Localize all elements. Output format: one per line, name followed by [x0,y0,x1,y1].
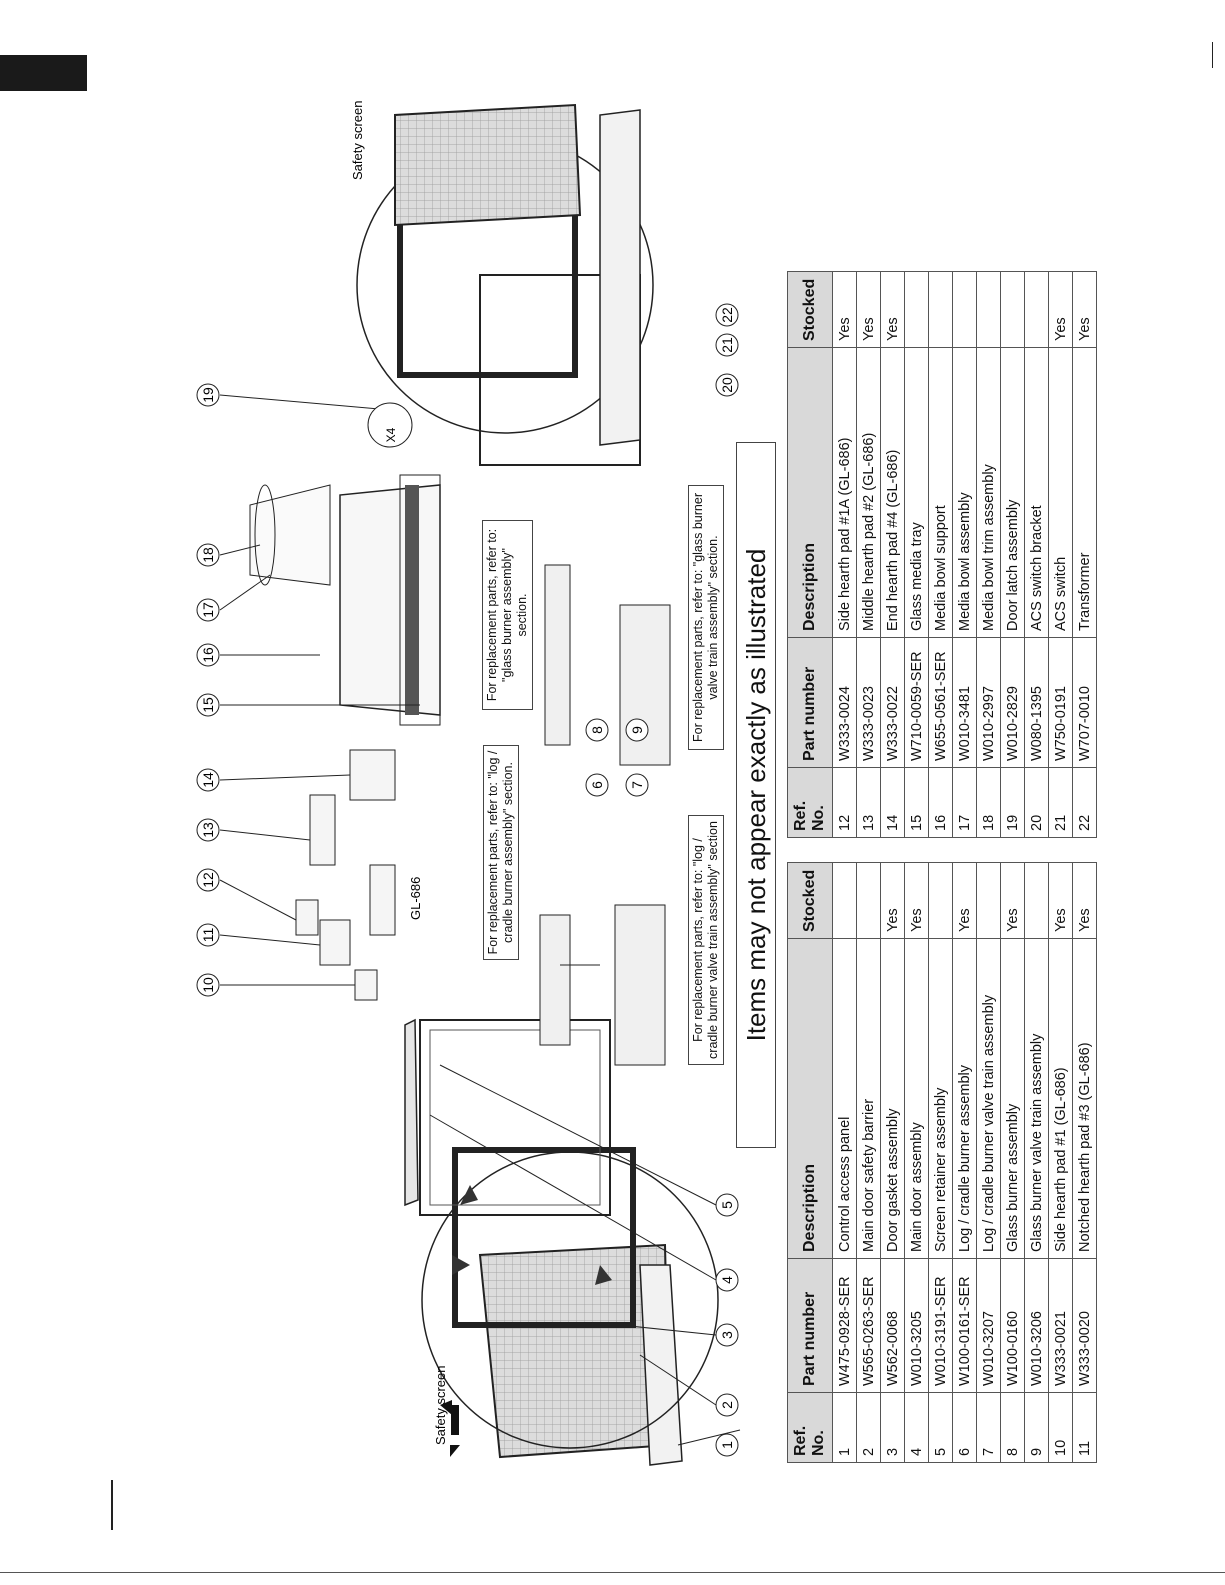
table-row: 1 W475-0928-SER Control access panel [833,863,857,1463]
svg-text:4: 4 [719,1276,735,1284]
callout-3 [620,1324,738,1346]
table-row: 13 W333-0023 Middle hearth pad #2 (GL-686) Yes [857,272,881,838]
col-ref-no: Ref. No. [788,1393,833,1463]
table-row: 3 W562-0068 Door gasket assembly Yes [881,863,905,1463]
svg-text:6: 6 [589,781,605,789]
parts-tables [787,271,1097,1463]
table-row: 21 W750-0191 ACS switch Yes [1049,272,1073,838]
table-row: 19 W010-2829 Door latch assembly [1001,272,1025,838]
model-label: GL-686 [408,876,423,920]
callout-11 [197,924,320,946]
svg-text:18: 18 [200,547,216,563]
callout-4 [430,1115,738,1291]
svg-text:17: 17 [200,602,216,618]
table-row: 15 W710-0059-SER Glass media tray [905,272,929,838]
col-part-number: Part number [788,638,833,768]
parts-table-right [787,271,1097,838]
table-row: 12 W333-0024 Side hearth pad #1A (GL-686) Yes [833,272,857,838]
table-row: 5 W010-3191-SER Screen retainer assembly [929,863,953,1463]
callout-13 [197,819,310,841]
svg-text:12: 12 [200,872,216,888]
svg-text:9: 9 [629,726,645,734]
callout-17 [197,575,270,621]
note-log-cradle-burner: For replacement parts, refer to: "log / cradle burner assembly" section. [483,745,519,960]
table-row: 16 W655-0561-SER Media bowl support [929,272,953,838]
callout-22 [716,304,738,326]
col-stocked: Stocked [788,272,833,348]
callout-15 [197,694,420,716]
table-row: 18 W010-2997 Media bowl trim assembly [977,272,1001,838]
svg-text:14: 14 [200,772,216,788]
svg-text:15: 15 [200,697,216,713]
safety-screen-label-left: Safety screen [433,1365,448,1445]
svg-text:16: 16 [200,647,216,663]
svg-text:2: 2 [719,1401,735,1409]
table-row: 10 W333-0021 Side hearth pad #1 (GL-686) Yes [1049,863,1073,1463]
svg-text:20: 20 [719,377,735,393]
table-row: 11 W333-0020 Notched hearth pad #3 (GL-686) Yes [1073,863,1097,1463]
callout-2 [640,1355,738,1416]
callout-20 [716,374,738,396]
callout-16 [197,644,320,666]
table-header-row [788,272,833,838]
callout-9 [626,719,648,741]
callout-18 [197,544,260,566]
callout-10 [197,974,355,996]
svg-text:22: 22 [719,307,735,323]
table-row: 7 W010-3207 Log / cradle burner valve train assembly [977,863,1001,1463]
table-row: 8 W100-0160 Glass burner assembly Yes [1001,863,1025,1463]
table-row: 6 W100-0161-SER Log / cradle burner assembly Yes [953,863,977,1463]
parts-table-left [787,862,1097,1463]
svg-text:3: 3 [719,1331,735,1339]
col-description: Description [788,348,833,638]
safety-screen-label-right: Safety screen [350,100,365,180]
table-row: 9 W010-3206 Glass burner valve train assembly [1025,863,1049,1463]
table-header-row [788,863,833,1463]
table-row: 2 W565-0263-SER Main door safety barrier [857,863,881,1463]
col-description: Description [788,939,833,1259]
svg-text:13: 13 [200,822,216,838]
col-part-number: Part number [788,1259,833,1393]
svg-text:8: 8 [589,726,605,734]
svg-text:1: 1 [719,1441,735,1449]
table-row: 20 W080-1395 ACS switch bracket [1025,272,1049,838]
callout-21 [716,334,738,356]
callout-1 [678,1430,740,1456]
col-ref-no: Ref. No. [788,768,833,838]
table-row: 22 W707-0010 Transformer Yes [1073,272,1097,838]
svg-text:21: 21 [719,337,735,353]
illustration-notice: Items may not appear exactly as illustrated [736,442,776,1148]
table-row: 17 W010-3481 Media bowl assembly [953,272,977,838]
x4-badge [368,403,412,447]
svg-text:19: 19 [200,387,216,403]
callout-12 [197,869,296,920]
svg-text:10: 10 [200,977,216,993]
callout-7 [626,774,648,796]
svg-text:7: 7 [629,781,645,789]
callout-5 [440,1065,738,1216]
svg-text:11: 11 [200,927,216,943]
callout-6 [560,774,608,965]
table-row: 14 W333-0022 End hearth pad #4 (GL-686) Yes [881,272,905,838]
col-stocked: Stocked [788,863,833,939]
svg-text:5: 5 [719,1201,735,1209]
callout-14 [197,769,350,791]
svg-text:X4: X4 [384,427,398,443]
callout-19 [197,384,390,410]
note-glass-burner: For replacement parts, refer to: "glass burner assembly" section. [482,520,533,710]
table-row: 4 W010-3205 Main door assembly Yes [905,863,929,1463]
note-log-cradle-valve: For replacement parts, refer to: "log / cradle burner valve train assembly" section [688,815,724,1065]
note-glass-valve: For replacement parts, refer to: "glass burner valve train assembly" section. [688,485,724,750]
callout-8 [586,719,608,741]
